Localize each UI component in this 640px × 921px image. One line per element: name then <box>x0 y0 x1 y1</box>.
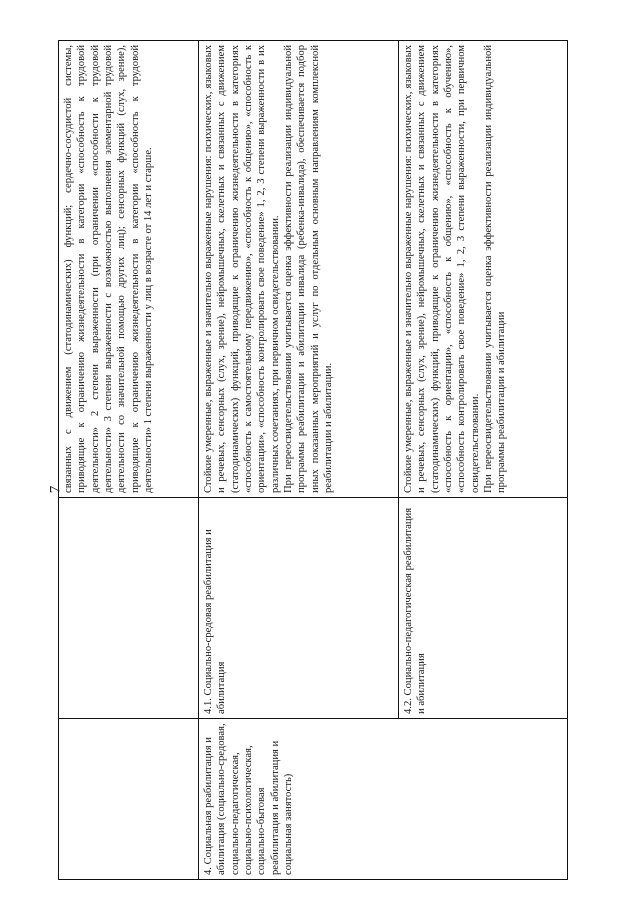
rehabilitation-table <box>58 40 568 880</box>
table-cell-subdirection: 4.1. Социально-средовая реабилитация и абилитация <box>199 498 399 719</box>
rotated-table-wrapper <box>58 40 568 880</box>
table-cell-direction: 4. Социальная реабилитация и абилитация (социально-средовая, социально-педагогическая, социально-психологическая, социально-бытовая реабилитация и абилитация и социальная занятость) <box>199 719 568 880</box>
paragraph: Стойкие умеренные, выраженные и значительно выраженные нарушения: психических, языковых и речевых, сенсорных (слух, зрение), нейромышечных, скелетных и связанных с движением (статодинамических) функций, приводящие к ограничению жизнедеятельности в категориях «способность к самостоятельному передвижению», «способность к общению», «способность к ориентации», «способность контролировать свое поведение» 1, 2, 3 степени выраженности в их различных сочетаниях, при первичном освидетельствовании. <box>203 45 281 493</box>
paragraph: При переосвидетельствовании учитывается оценка эффективности реализации индивидуальной программы реабилитации и абилитации <box>483 45 508 493</box>
paragraph: связанных с движением (статодинамических) функций; сердечно-сосудистой системы, приводящие к ограничению жизнедеятельности в категории «способность к трудовой деятельности» 2 степени выраженности (при ограничении «способности к трудовой деятельности» 3 степени выраженности с возможностью выполнения элементарной трудовой деятельности со значительной помощью других лиц); сенсорных функций (слух, зрение), приводящие к ограничению жизнедеятельности в категории «способность к трудовой деятельности» 1 степени выраженности у лиц в возрасте от 14 лет и старше. <box>63 45 155 493</box>
paragraph: При переосвидетельствовании учитывается оценка эффективности реализации индивидуальной программы реабилитации и абилитации инвалида (ребенка-инвалида), обеспечивается подбор иных показанных мероприятий и услуг по отдельным основным направлениям комплексной реабилитации и абилитации. <box>283 45 335 493</box>
table-cell-subdirection: 4.2. Социально-педагогическая реабилитация и абилитация <box>399 498 568 719</box>
table-cell-indications <box>59 41 199 498</box>
table-cell-indications <box>199 41 399 498</box>
table-cell-indications <box>399 41 568 498</box>
table-row <box>199 41 399 880</box>
table-cell-direction <box>59 719 199 880</box>
table-cell-subdirection <box>59 498 199 719</box>
page-number: 7 <box>47 485 64 494</box>
paragraph: Стойкие умеренные, выраженные и значительно выраженные нарушения: психических, языковых и речевых, сенсорных (слух, зрение), нейромышечных, скелетных и связанных с движением (статодинамических) функций, приводящие к ограничению жизнедеятельности в категориях «способность к ориентации», «способность к общению», «способность к обучению», «способность контролировать свое поведение» 1, 2, 3 степени выраженности, при первичном освидетельствовании. <box>403 45 481 493</box>
table-row <box>59 41 199 880</box>
